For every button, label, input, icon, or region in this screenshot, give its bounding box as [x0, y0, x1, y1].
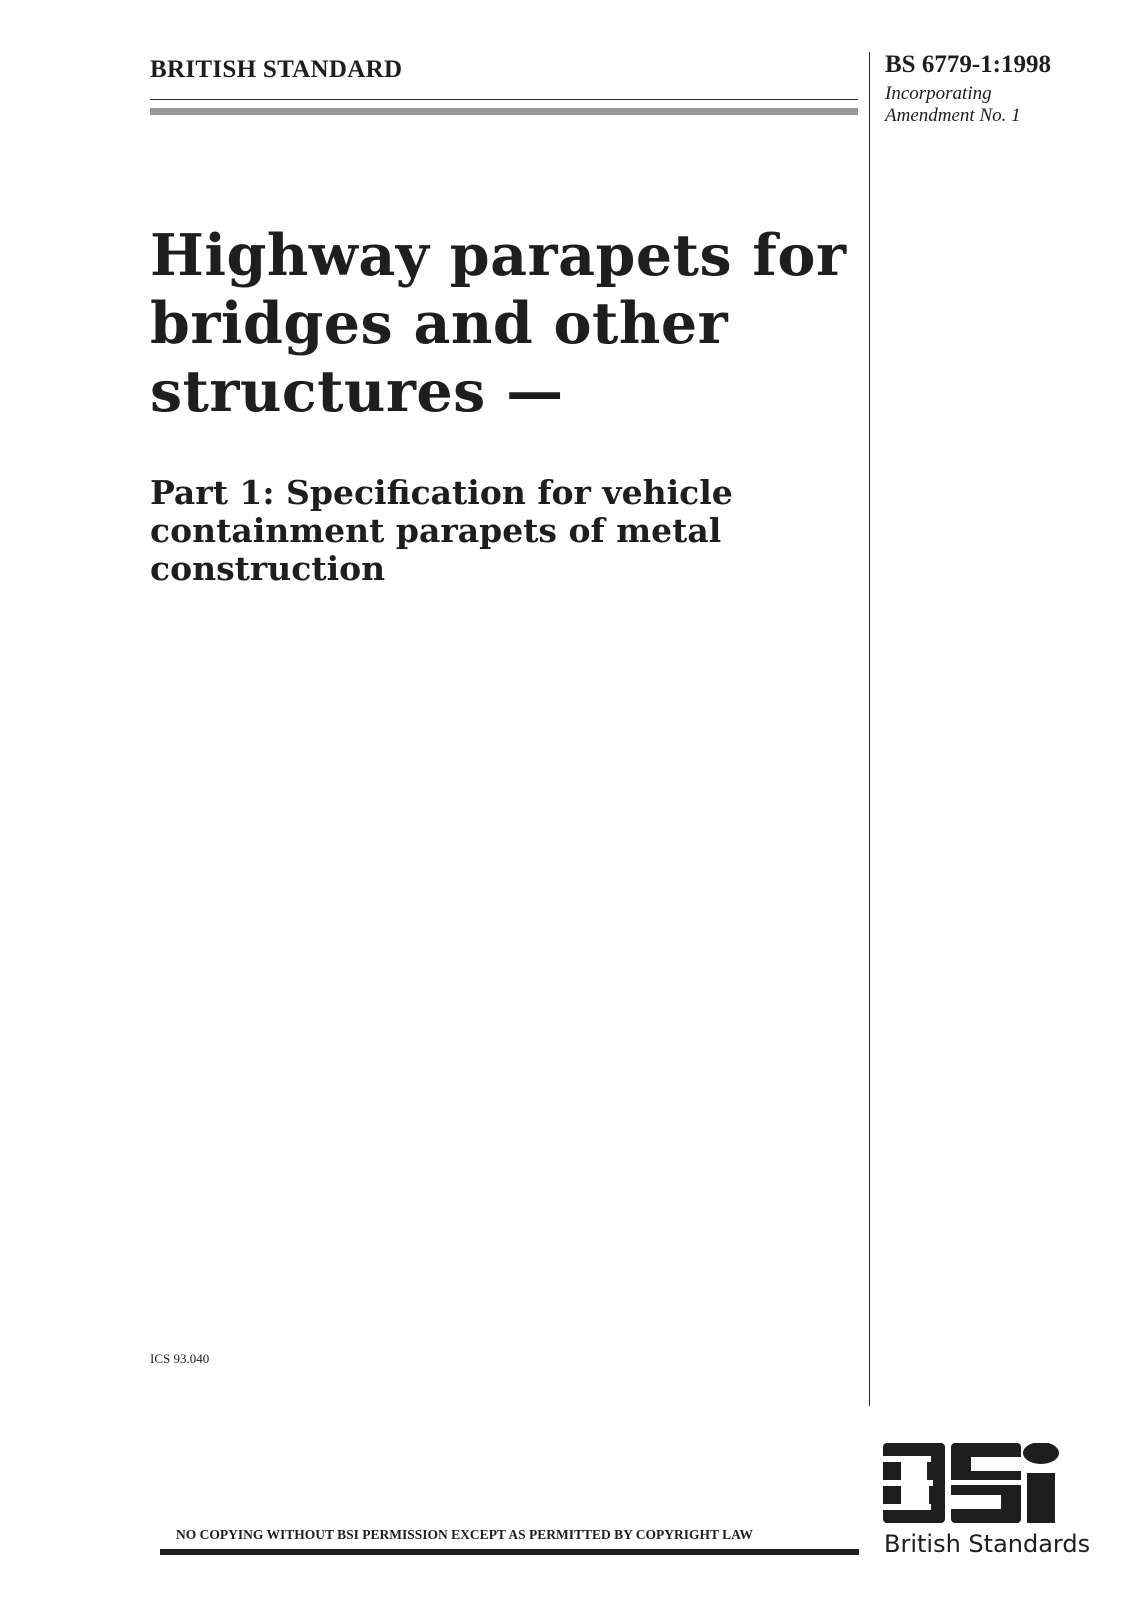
header-rule-thick — [150, 108, 858, 115]
main-title-line-2: bridges and other — [150, 290, 729, 357]
amendment-note — [885, 83, 1021, 127]
subtitle-line-2: containment parapets of metal — [150, 511, 722, 550]
subtitle-line-3: construction — [150, 549, 386, 588]
header-rule-thin — [150, 99, 858, 100]
subtitle — [150, 474, 850, 588]
standard-number: BS 6779-1:1998 — [885, 51, 1051, 78]
logo-caption: British Standards — [884, 1530, 1091, 1558]
main-title-line-1: Highway parapets for — [150, 222, 847, 289]
subtitle-line-1: Part 1: Specification for vehicle — [150, 473, 733, 512]
document-series-heading: BRITISH STANDARD — [150, 56, 403, 83]
main-title — [150, 222, 850, 426]
copyright-notice: NO COPYING WITHOUT BSI PERMISSION EXCEPT AS PERMITTED BY COPYRIGHT LAW — [176, 1527, 753, 1542]
copyright-rule — [160, 1549, 859, 1555]
main-title-line-3: structures — — [150, 358, 564, 425]
vertical-divider — [869, 52, 870, 1406]
amendment-line-1: Incorporating — [885, 83, 992, 104]
bsi-logo-icon — [883, 1443, 1083, 1523]
ics-code: ICS 93.040 — [150, 1351, 210, 1366]
amendment-line-2: Amendment No. 1 — [885, 105, 1021, 126]
